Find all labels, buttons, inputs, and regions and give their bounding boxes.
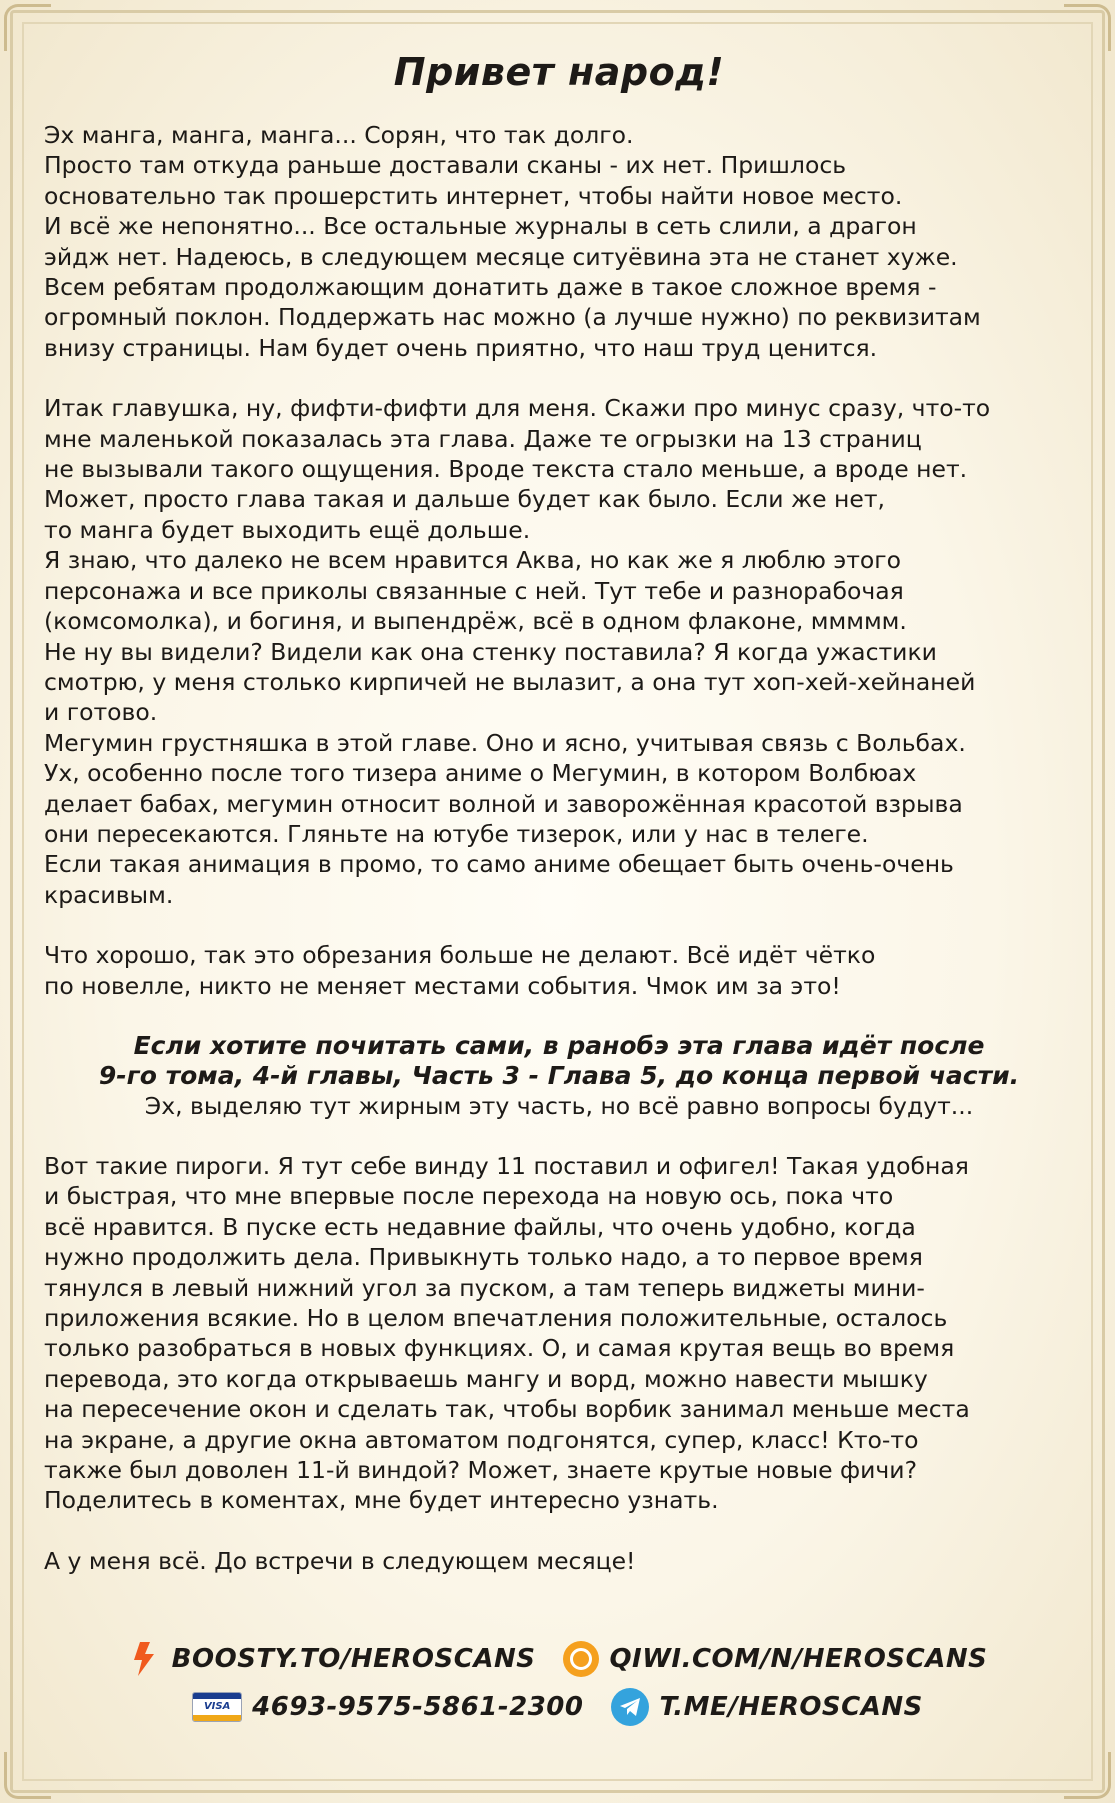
text-line: перевода, это когда открываешь мангу и ворд, можно навести мышку bbox=[44, 1364, 928, 1393]
text-line: также был доволен 11-й виндой? Может, знаете крутые новые фичи? bbox=[44, 1456, 918, 1485]
text-line: на экране, а другие окна автоматом подгонятся, супер, класс! Кто-то bbox=[44, 1425, 919, 1454]
text-line: красивым. bbox=[44, 880, 174, 909]
qiwi-link[interactable] bbox=[563, 1641, 987, 1677]
text-line: нужно продолжить дела. Привыкнуть только надо, а то первое время bbox=[44, 1243, 923, 1272]
text-line: Мегумин грустняшка в этой главе. Оно и ясно, учитывая связь с Вольбах. bbox=[44, 728, 966, 757]
corner-ornament bbox=[4, 4, 51, 51]
text-line: мне маленькой показалась эта глава. Даже те огрызки на 13 страниц bbox=[44, 424, 922, 453]
highlight-block bbox=[44, 1031, 1074, 1121]
text-line: всё нравится. В пуске есть недавние файлы, что очень удобно, когда bbox=[44, 1212, 916, 1241]
text-line: Может, просто глава такая и дальше будет как было. Если же нет, bbox=[44, 485, 886, 514]
page-title: Привет народ! bbox=[393, 50, 725, 94]
text-line: на пересечение окон и сделать так, чтобы ворбик занимал меньше места bbox=[44, 1395, 970, 1424]
text-line: Если такая анимация в промо, то само аниме обещает быть очень-очень bbox=[44, 850, 954, 879]
boosty-url: BOOSTY.TO/HEROSCANS bbox=[171, 1644, 536, 1674]
text-line: внизу страницы. Нам будет очень приятно, что наш труд ценится. bbox=[44, 333, 878, 362]
support-row bbox=[0, 1683, 1115, 1731]
text-line: Просто там откуда раньше доставали сканы - их нет. Пришлось bbox=[44, 151, 847, 180]
text-line: и готово. bbox=[44, 698, 158, 727]
bold-line: Если хотите почитать сами, в ранобэ эта глава идёт после bbox=[133, 1030, 985, 1060]
text-line: смотрю, у меня столько кирпичей не вылазит, а она тут хоп-хей-хейнаней bbox=[44, 667, 976, 696]
text-line: они пересекаются. Гляньте на ютубе тизерок, или у нас в телеге. bbox=[44, 819, 869, 848]
text-line: Итак главушка, ну, фифти-фифти для меня. Скажи про минус сразу, что-то bbox=[44, 394, 991, 423]
text-line: Не ну вы видели? Видели как она стенку поставила? Я когда ужастики bbox=[44, 637, 937, 666]
text-line: только разобраться в новых функциях. О, и самая крутая вещь во время bbox=[44, 1334, 955, 1363]
text-line: И всё же непонятно... Все остальные журналы в сеть слили, а драгон bbox=[44, 212, 917, 241]
text-line: не вызывали такого ощущения. Вроде текста стало меньше, а вроде нет. bbox=[44, 455, 968, 484]
visa-label: VISA bbox=[203, 1701, 231, 1712]
corner-ornament bbox=[1064, 4, 1111, 51]
text-line: и быстрая, что мне впервые после перехода на новую ось, пока что bbox=[44, 1182, 894, 1211]
highlight-note: Эх, выделяю тут жирным эту часть, но всё равно вопросы будут... bbox=[144, 1091, 974, 1120]
telegram-icon bbox=[611, 1688, 649, 1726]
corner-ornament bbox=[1064, 1752, 1111, 1799]
text-line: то манга будет выходить ещё дольше. bbox=[44, 515, 531, 544]
telegram-url: T.ME/HEROSCANS bbox=[659, 1692, 923, 1722]
boosty-icon bbox=[128, 1640, 162, 1678]
text-line: делает бабах, мегумин относит волной и заворожённая красотой взрыва bbox=[44, 789, 963, 818]
text-line: основательно так прошерстить интернет, чтобы найти новое место. bbox=[44, 181, 903, 210]
text-line: (комсомолка), и богиня, и выпендрёж, всё в одном флаконе, ммммм. bbox=[44, 607, 907, 636]
qiwi-url: QIWI.COM/N/HEROSCANS bbox=[609, 1644, 988, 1674]
support-row bbox=[0, 1635, 1115, 1683]
visa-icon bbox=[192, 1692, 242, 1722]
paragraph-closing bbox=[44, 1546, 1074, 1576]
text-line: Поделитесь в коментах, мне будет интересно узнать. bbox=[44, 1486, 719, 1515]
corner-ornament bbox=[4, 1752, 51, 1799]
paragraph-windows bbox=[44, 1151, 1074, 1516]
bold-line: 9-го тома, 4-й главы, Часть 3 - Глава 5, до конца первой части. bbox=[98, 1060, 1020, 1090]
text-line: Всем ребятам продолжающим донатить даже в такое сложное время - bbox=[44, 273, 937, 302]
text-line: Я знаю, что далеко не всем нравится Аква, но как же я люблю этого bbox=[44, 546, 902, 575]
card-number-text: 4693-9575-5861-2300 bbox=[252, 1692, 584, 1722]
boosty-link[interactable] bbox=[128, 1640, 536, 1678]
text-line: персонажа и все приколы связанные с ней. Тут тебе и разнорабочая bbox=[44, 576, 904, 605]
paragraph-chapter-review bbox=[44, 393, 1074, 910]
telegram-link[interactable] bbox=[611, 1688, 922, 1726]
card-number bbox=[192, 1692, 583, 1722]
paragraph-intro bbox=[44, 120, 1074, 363]
text-line: эйдж нет. Надеюсь, в следующем месяце ситуёвина эта не станет хуже. bbox=[44, 242, 958, 271]
letter-content bbox=[44, 50, 1074, 1576]
text-line: А у меня всё. До встречи в следующем месяце! bbox=[44, 1546, 636, 1575]
text-line: Ух, особенно после того тизера аниме о Мегумин, в котором Волбюах bbox=[44, 759, 917, 788]
text-line: Что хорошо, так это обрезания больше не делают. Всё идёт чётко bbox=[44, 941, 876, 970]
text-line: Эх манга, манга, манга... Сорян, что так долго. bbox=[44, 121, 634, 149]
paragraph-novel-note bbox=[44, 940, 1074, 1001]
text-line: Вот такие пироги. Я тут себе винду 11 поставил и офигел! Такая удобная bbox=[44, 1151, 969, 1180]
qiwi-icon bbox=[563, 1641, 599, 1677]
text-line: огромный поклон. Поддержать нас можно (а лучше нужно) по реквизитам bbox=[44, 303, 981, 332]
text-line: тянулся в левый нижний угол за пуском, а там теперь виджеты мини- bbox=[44, 1273, 925, 1302]
support-links bbox=[0, 1635, 1115, 1731]
text-line: по новелле, никто не меняет местами события. Чмок им за это! bbox=[44, 971, 841, 1000]
text-line: приложения всякие. Но в целом впечатления положительные, осталось bbox=[44, 1304, 948, 1332]
